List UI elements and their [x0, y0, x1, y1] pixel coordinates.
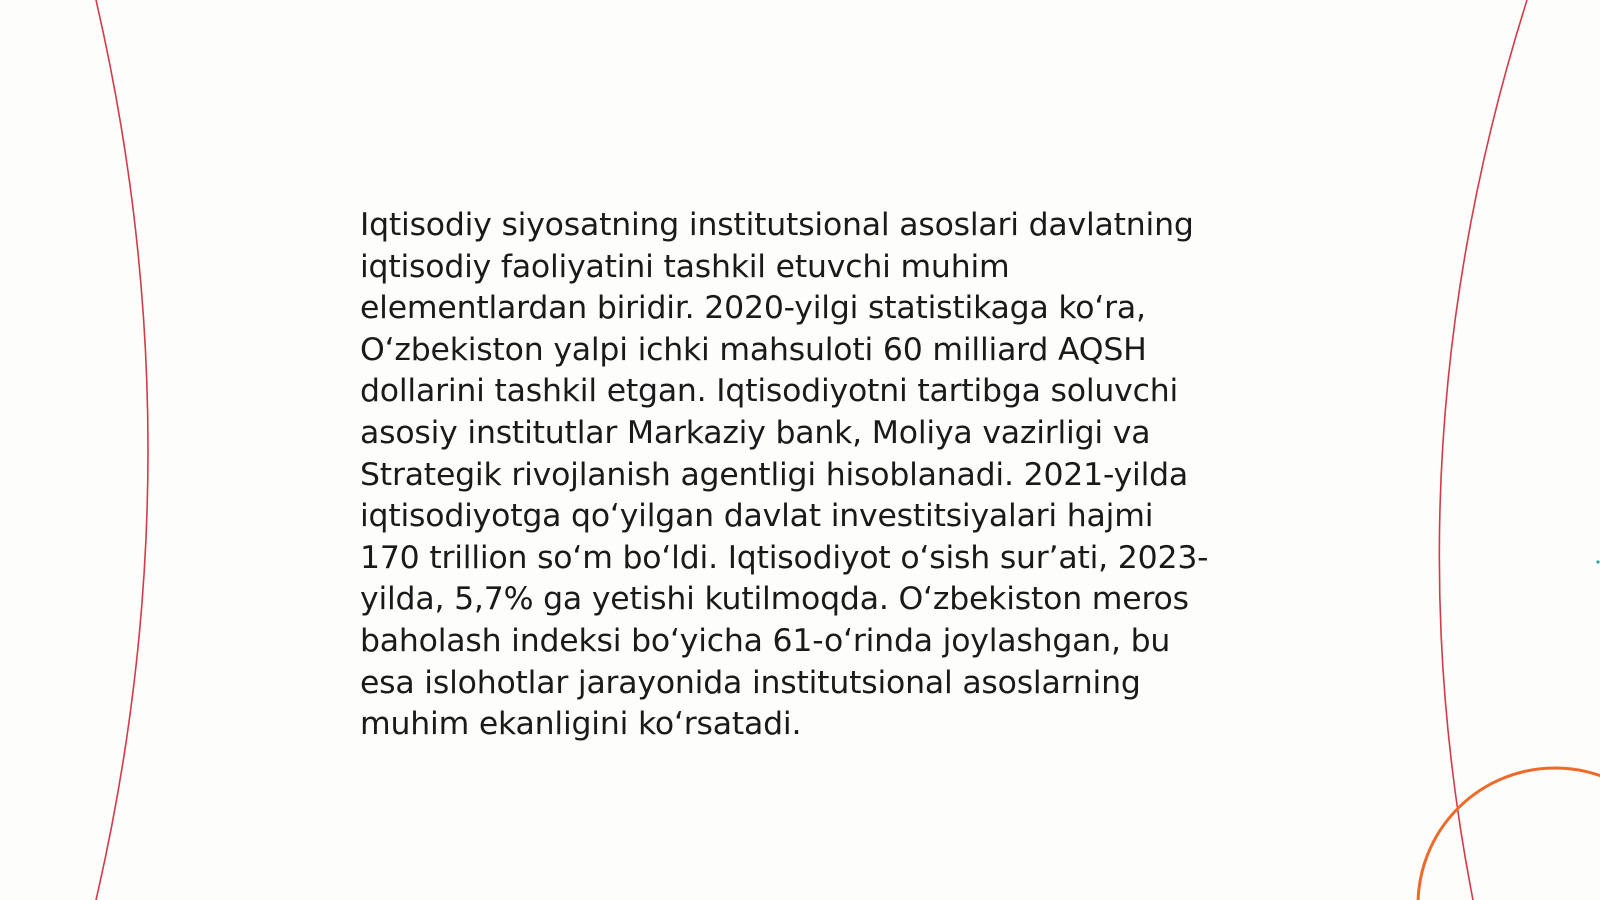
paragraph-line: Strategik rivojlanish agentligi hisoblanadi. 2021-yilda [360, 456, 1189, 493]
right-arc [1439, 0, 1527, 900]
paragraph-line: asosiy institutlar Markaziy bank, Moliya vazirligi va [360, 414, 1151, 451]
paragraph-line: O‘zbekiston yalpi ichki mahsuloti 60 milliard AQSH [360, 331, 1147, 368]
paragraph-line: yilda, 5,7% ga yetishi kutilmoqda. O‘zbekiston meros [360, 581, 1189, 618]
body-paragraph [360, 205, 1240, 746]
paragraph-line: 170 trillion so‘m bo‘ldi. Iqtisodiyot o‘sish sur’ati, 2023- [360, 539, 1209, 576]
paragraph-line: esa islohotlar jarayonida institutsional asoslarning [360, 664, 1141, 701]
paragraph-line: baholash indeksi bo‘yicha 61-o‘rinda joylashgan, bu [360, 622, 1171, 659]
paragraph-line: muhim ekanligini ko‘rsatadi. [360, 706, 802, 743]
paragraph-line: Iqtisodiy siyosatning institutsional asoslari davlatning [360, 207, 1194, 243]
orange-circle-accent [1418, 768, 1600, 900]
paragraph-line: dollarini tashkil etgan. Iqtisodiyotni tartibga soluvchi [360, 373, 1179, 410]
paragraph-line: elementlardan biridir. 2020-yilgi statistikaga ko‘ra, [360, 290, 1146, 327]
teal-dot-accent [1596, 560, 1599, 563]
left-arc [96, 0, 148, 900]
paragraph-line: iqtisodiyotga qo‘yilgan davlat investitsiyalari hajmi [360, 498, 1154, 535]
paragraph-line: iqtisodiy faoliyatini tashkil etuvchi muhim [360, 248, 1010, 285]
